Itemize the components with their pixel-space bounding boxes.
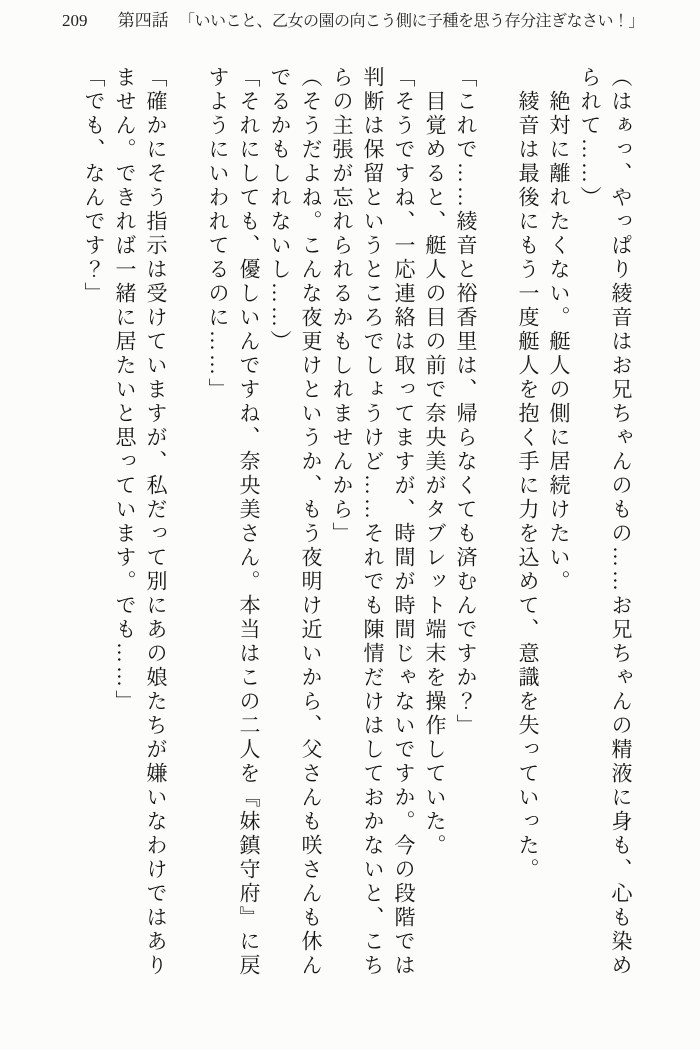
text-line: 「それにしても、優しいんですね、奈央美さん。本当はこの二人を『妹鎮守府』に戻	[237, 66, 261, 978]
text-line: 絶対に離れたくない。艇人の側に居続けたい。	[547, 66, 571, 594]
text-line: でるかもしれないし……）	[268, 66, 292, 354]
text-line: 綾音は最後にもう一度艇人を抱く手に力を込めて、意識を失っていった。	[516, 66, 540, 882]
text-line: ません。できれば一緒に居たいと思っています。でも……」	[113, 66, 137, 714]
text-line: らの主張が忘れられるかもしれませんから」	[330, 66, 354, 546]
text-line: 「確かにそう指示は受けていますが、私だって別にあの娘たちが嫌いなわけではあり	[144, 66, 168, 978]
text-line: 目覚めると、艇人の目の前で奈央美がタブレット端末を操作していた。	[423, 66, 447, 858]
chapter-number: 第四話	[117, 11, 169, 30]
running-header	[62, 6, 644, 31]
text-line: 「そうですね、一応連絡は取ってますが、時間が時間じゃないですか。今の段階では	[392, 66, 416, 978]
text-line: 「これで……綾音と裕香里は、帰らなくても済むんですか？」	[454, 66, 478, 738]
text-line: られて……）	[578, 66, 602, 210]
chapter-title: 「いいこと、乙女の園の向こう側に子種を思う存分注ぎなさい！」	[179, 13, 645, 30]
vertical-text-block	[78, 66, 636, 988]
text-line: （そうだよね。こんな夜更けというか、もう夜明け近いから、父さんも咲さんも休ん	[299, 66, 323, 978]
text-line: （はぁっ、やっぱり綾音はお兄ちゃんのもの……お兄ちゃんの精液に身も、心も染め	[609, 66, 633, 978]
blank-line	[481, 66, 512, 988]
text-line: 判断は保留というところでしょうけど……それでも陳情だけはしておかないと、こち	[361, 66, 385, 978]
blank-line	[171, 66, 202, 988]
page-number: 209	[62, 11, 88, 30]
text-line: 「でも、なんです？」	[82, 66, 106, 306]
text-line: すようにいわれてるのに……」	[206, 66, 230, 402]
